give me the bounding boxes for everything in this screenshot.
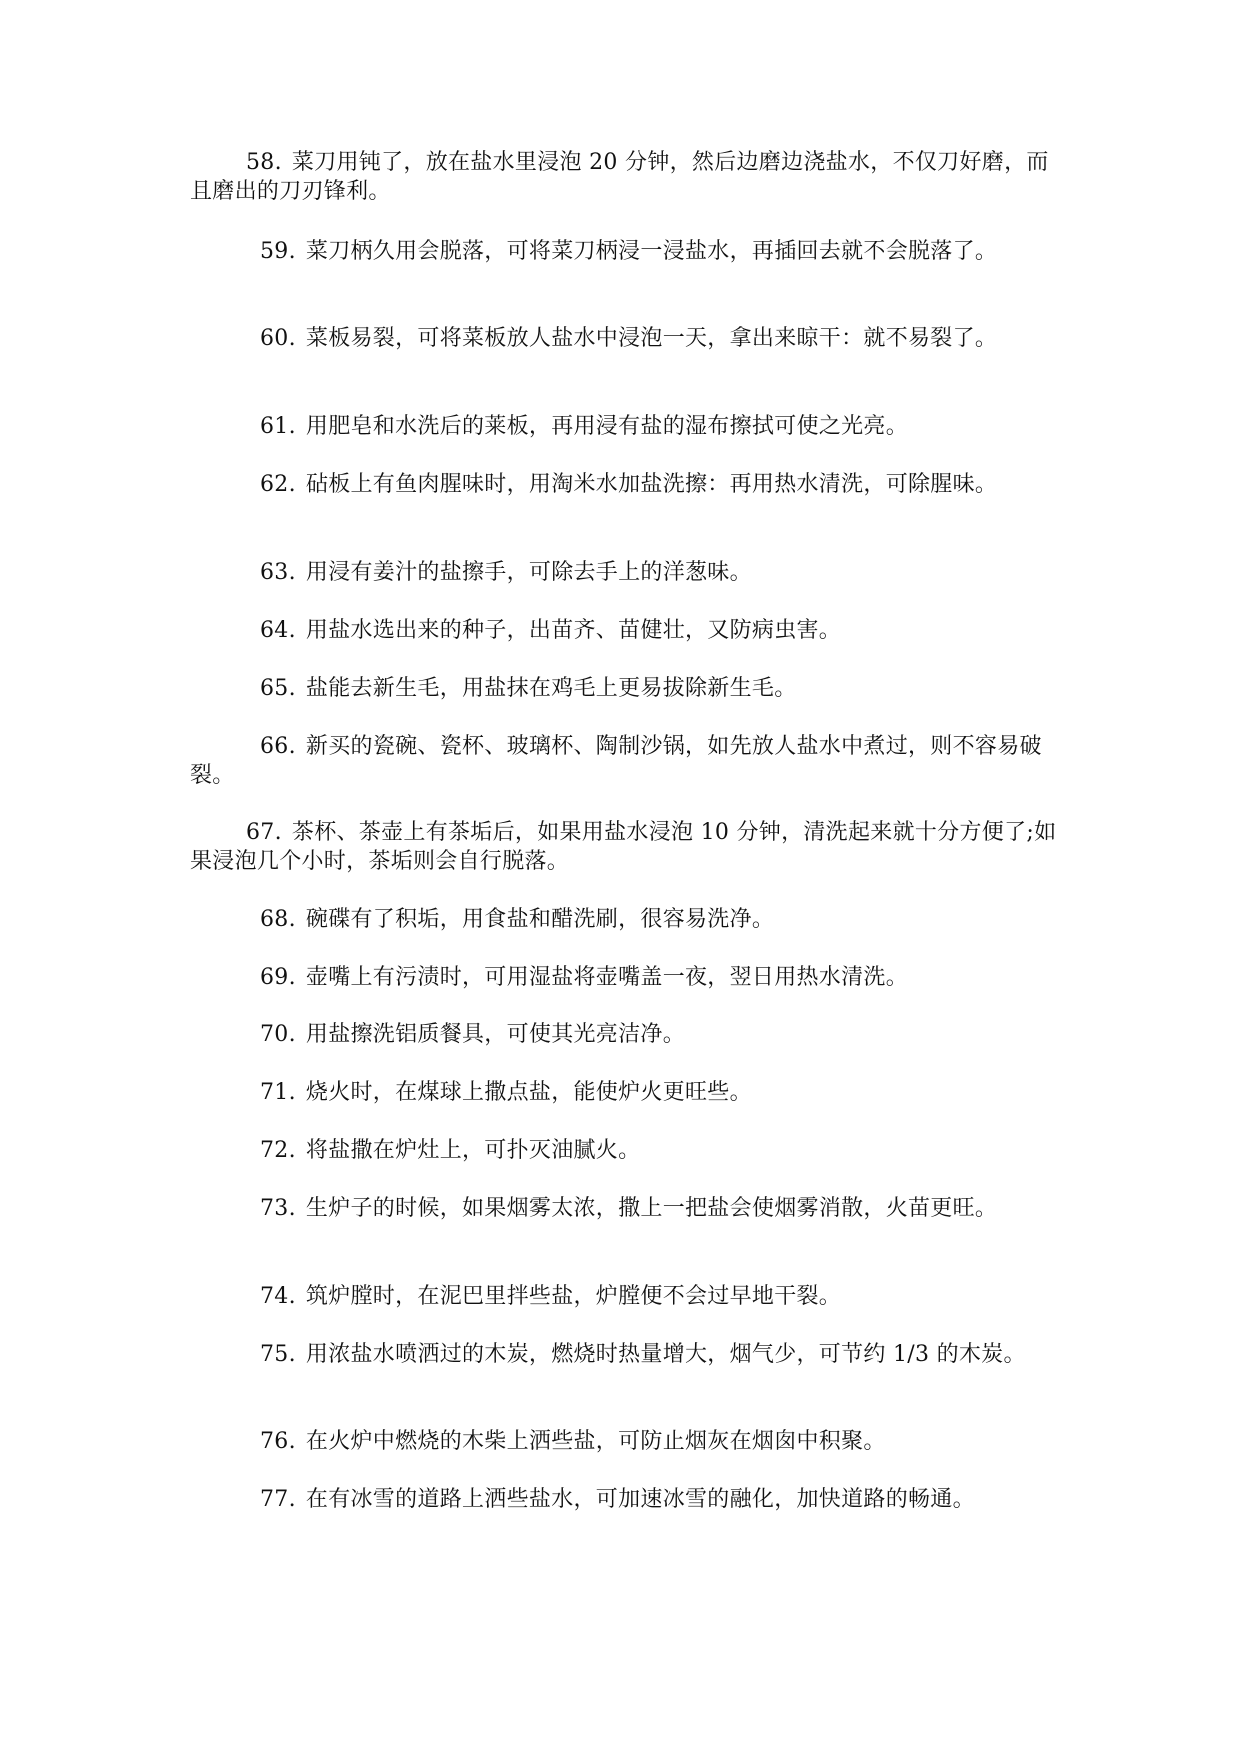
paragraph-number: 68.	[260, 907, 296, 932]
paragraph-63	[190, 558, 1070, 587]
paragraph-text: 用浸有姜汁的盐擦手，可除去手上的洋葱味。	[305, 560, 752, 585]
paragraph-61	[190, 412, 1070, 441]
paragraph-72	[190, 1136, 1070, 1165]
paragraph-number: 65.	[260, 676, 296, 701]
paragraph-69	[190, 963, 1070, 992]
paragraph-number: 67.	[246, 820, 282, 845]
paragraph-text: 将盐撒在炉灶上，可扑灭油腻火。	[305, 1138, 641, 1163]
paragraph-text: 茶杯、茶壶上有茶垢后，如果用盐水浸泡 10 分钟，清洗起来就十分方便了;如果浸泡几个小时，茶垢则会自行脱落。	[190, 820, 1057, 874]
paragraph-text: 筑炉膛时，在泥巴里拌些盐，炉膛便不会过早地干裂。	[305, 1284, 842, 1309]
paragraph-text: 菜刀柄久用会脱落，可将菜刀柄浸一浸盐水，再插回去就不会脱落了。	[305, 239, 998, 264]
paragraph-number: 60.	[260, 326, 296, 351]
paragraph-text: 菜板易裂，可将菜板放人盐水中浸泡一天，拿出来晾干：就不易裂了。	[305, 326, 998, 351]
paragraph-58	[190, 148, 1070, 206]
paragraph-text: 生炉子的时候，如果烟雾太浓，撒上一把盐会使烟雾消散，火苗更旺。	[305, 1196, 998, 1221]
paragraph-77	[190, 1485, 1070, 1514]
paragraph-text: 在有冰雪的道路上洒些盐水，可加速冰雪的融化，加快道路的畅通。	[305, 1487, 975, 1512]
paragraph-number: 74.	[260, 1284, 296, 1309]
paragraph-74	[190, 1282, 1070, 1311]
paragraph-number: 70.	[260, 1022, 296, 1047]
paragraph-64	[190, 616, 1070, 645]
paragraph-number: 77.	[260, 1487, 296, 1512]
paragraph-71	[190, 1078, 1070, 1107]
paragraph-number: 76.	[260, 1429, 296, 1454]
paragraph-66	[190, 732, 1070, 790]
paragraph-70	[190, 1020, 1070, 1049]
paragraph-text: 新买的瓷碗、瓷杯、玻璃杯、陶制沙锅，如先放人盐水中煮过，则不容易破裂。	[190, 734, 1042, 788]
paragraph-60	[190, 324, 1090, 353]
paragraph-number: 72.	[260, 1138, 296, 1163]
paragraph-text: 用肥皂和水洗后的莱板，再用浸有盐的湿布擦拭可使之光亮。	[305, 414, 908, 439]
paragraph-number: 66.	[260, 734, 296, 759]
paragraph-59	[190, 237, 1090, 266]
paragraph-67	[190, 818, 1070, 876]
paragraph-text: 砧板上有鱼肉腥味时，用淘米水加盐洗擦：再用热水清洗，可除腥味。	[305, 472, 998, 497]
paragraph-number: 73.	[260, 1196, 296, 1221]
paragraph-75	[190, 1340, 1070, 1369]
paragraph-number: 69.	[260, 965, 296, 990]
paragraph-text: 盐能去新生毛，用盐抹在鸡毛上更易拔除新生毛。	[305, 676, 797, 701]
paragraph-65	[190, 674, 1070, 703]
paragraph-text: 烧火时，在煤球上撒点盐，能使炉火更旺些。	[305, 1080, 752, 1105]
paragraph-text: 用盐擦洗铝质餐具，可使其光亮洁净。	[305, 1022, 685, 1047]
paragraph-73	[190, 1194, 1090, 1223]
paragraph-number: 58.	[246, 150, 282, 175]
paragraph-number: 75.	[260, 1342, 296, 1367]
paragraph-number: 61.	[260, 414, 296, 439]
paragraph-number: 64.	[260, 618, 296, 643]
paragraph-number: 63.	[260, 560, 296, 585]
paragraph-text: 碗碟有了积垢，用食盐和醋洗刷，很容易洗净。	[305, 907, 775, 932]
paragraph-text: 菜刀用钝了，放在盐水里浸泡 20 分钟，然后边磨边浇盐水，不仅刀好磨，而且磨出的刀刃锋利。	[190, 150, 1049, 204]
paragraph-68	[190, 905, 1070, 934]
paragraph-76	[190, 1427, 1070, 1456]
paragraph-62	[190, 470, 1090, 499]
paragraph-number: 59.	[260, 239, 296, 264]
paragraph-number: 62.	[260, 472, 296, 497]
paragraph-text: 在火炉中燃烧的木柴上洒些盐，可防止烟灰在烟囱中积聚。	[305, 1429, 886, 1454]
paragraph-text: 壶嘴上有污渍时，可用湿盐将壶嘴盖一夜，翌日用热水清洗。	[305, 965, 908, 990]
paragraph-text: 用盐水选出来的种子，出苗齐、苗健壮，又防病虫害。	[305, 618, 842, 643]
paragraph-text: 用浓盐水喷洒过的木炭，燃烧时热量增大，烟气少，可节约 1/3 的木炭。	[305, 1342, 1026, 1367]
paragraph-number: 71.	[260, 1080, 296, 1105]
